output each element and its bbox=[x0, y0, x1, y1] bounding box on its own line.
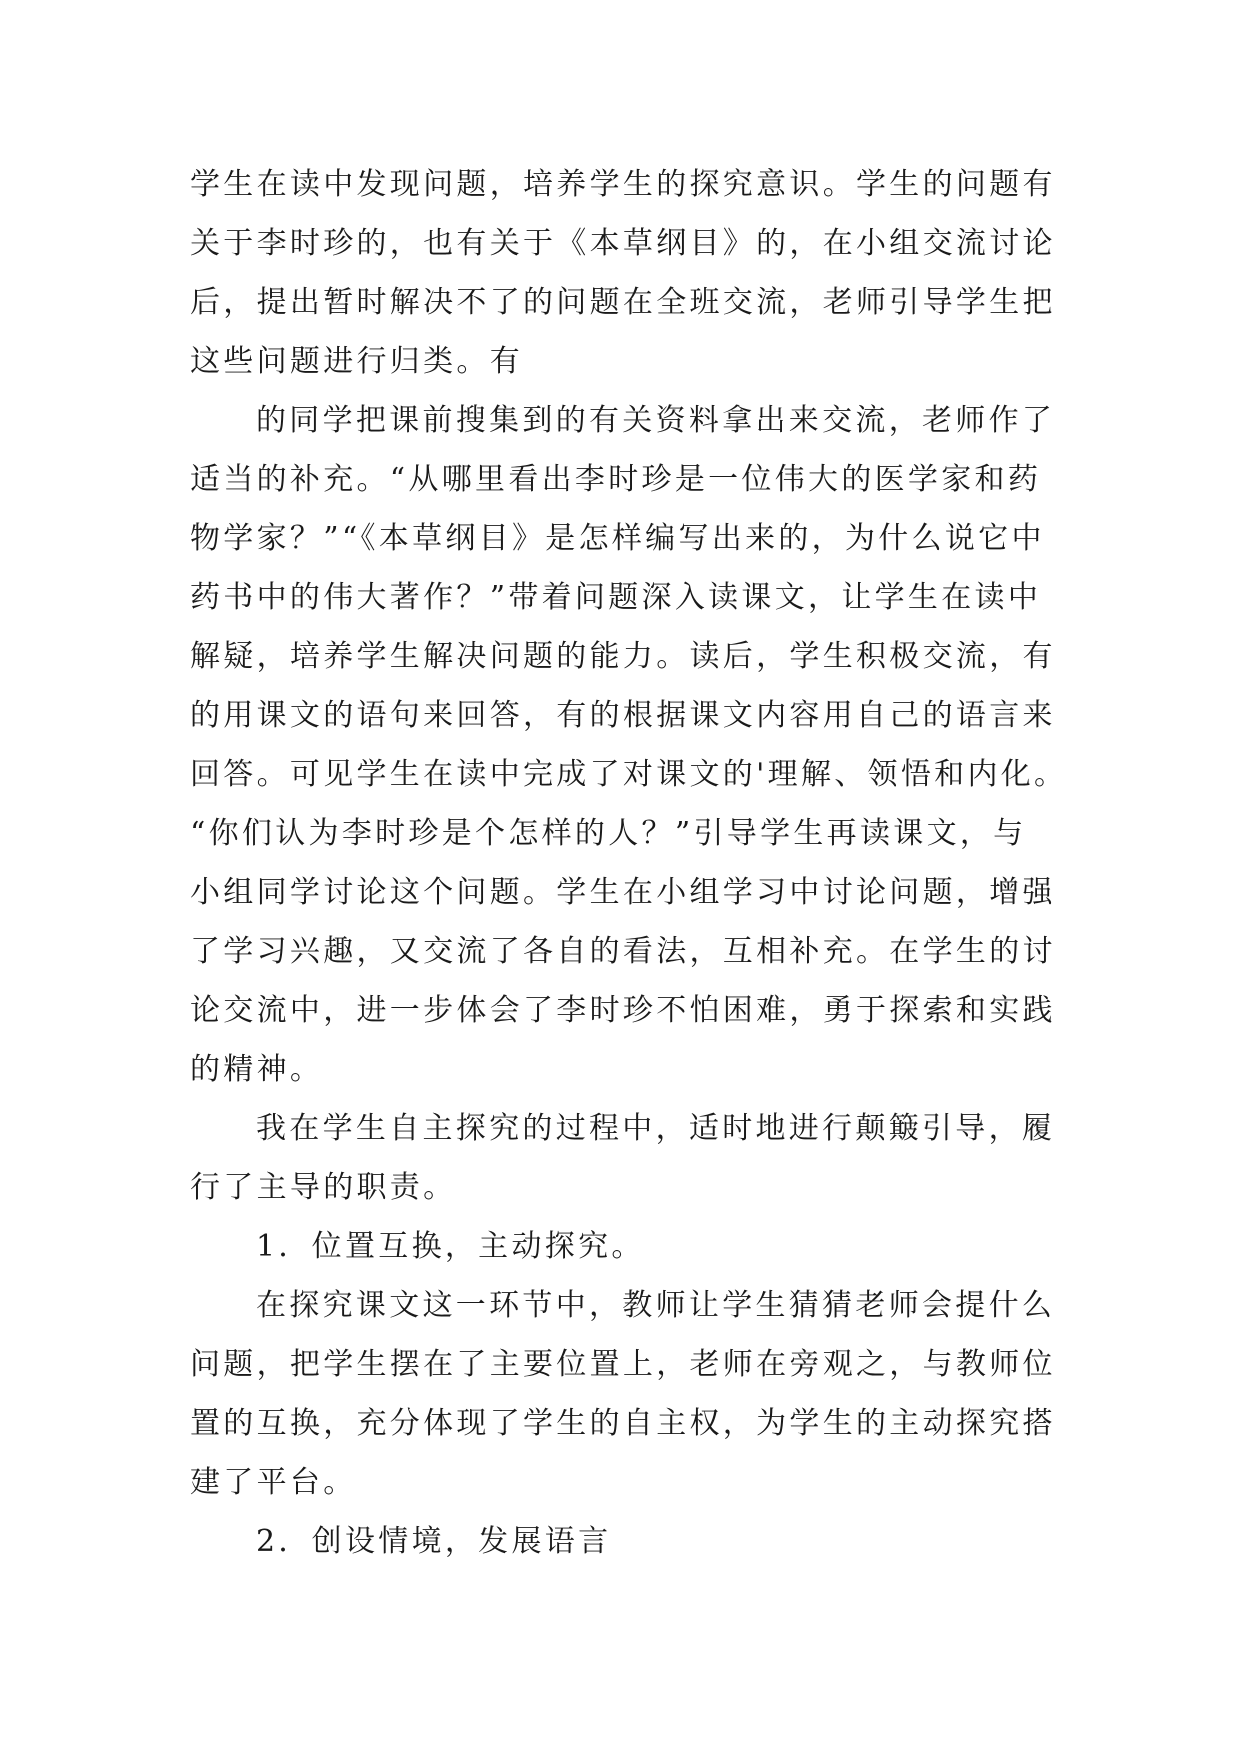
text-line: 的同学把课前搜集到的有关资料拿出来交流，老师作了 bbox=[256, 403, 1056, 438]
section-heading: 1．位置互换，主动探究。 bbox=[256, 1229, 645, 1264]
text-line: 了学习兴趣，又交流了各自的看法，互相补充。在学生的讨 bbox=[190, 934, 1056, 969]
text-line: 行了主导的职责。 bbox=[190, 1170, 457, 1205]
text-line: 的用课文的语句来回答，有的根据课文内容用自己的语言来 bbox=[190, 698, 1056, 733]
text-line: 小组同学讨论这个问题。学生在小组学习中讨论问题，增强 bbox=[190, 875, 1056, 910]
text-line: 问题，把学生摆在了主要位置上，老师在旁观之，与教师位 bbox=[190, 1347, 1056, 1382]
text-line: 回答。可见学生在读中完成了对课文的'理解、领悟和内化。 bbox=[190, 757, 1068, 792]
text-line: 的精神。 bbox=[190, 1052, 324, 1087]
text-line: 物学家？”“《本草纲目》是怎样编写出来的，为什么说它中 bbox=[190, 521, 1045, 556]
text-line: 论交流中，进一步体会了李时珍不怕困难，勇于探索和实践 bbox=[190, 993, 1056, 1028]
text-line: 解疑，培养学生解决问题的能力。读后，学生积极交流，有 bbox=[190, 639, 1056, 674]
text-line: “你们认为李时珍是个怎样的人？”引导学生再读课文，与 bbox=[190, 816, 1027, 851]
text-line: 药书中的伟大著作？”带着问题深入读课文，让学生在读中 bbox=[190, 580, 1042, 615]
text-line: 这些问题进行归类。有 bbox=[190, 344, 523, 379]
text-line: 置的互换，充分体现了学生的自主权，为学生的主动探究搭 bbox=[190, 1406, 1056, 1441]
text-line: 在探究课文这一环节中，教师让学生猜猜老师会提什么 bbox=[256, 1288, 1056, 1323]
text-line: 建了平台。 bbox=[190, 1465, 357, 1500]
text-line: 关于李时珍的，也有关于《本草纲目》的，在小组交流讨论 bbox=[190, 226, 1056, 261]
section-heading: 2．创设情境，发展语言 bbox=[256, 1524, 612, 1559]
text-line: 后，提出暂时解决不了的问题在全班交流，老师引导学生把 bbox=[190, 285, 1056, 320]
text-line: 适当的补充。“从哪里看出李时珍是一位伟大的医学家和药 bbox=[190, 462, 1042, 497]
text-line: 学生在读中发现问题，培养学生的探究意识。学生的问题有 bbox=[190, 167, 1056, 202]
text-line: 我在学生自主探究的过程中，适时地进行颠簸引导，履 bbox=[256, 1111, 1056, 1146]
